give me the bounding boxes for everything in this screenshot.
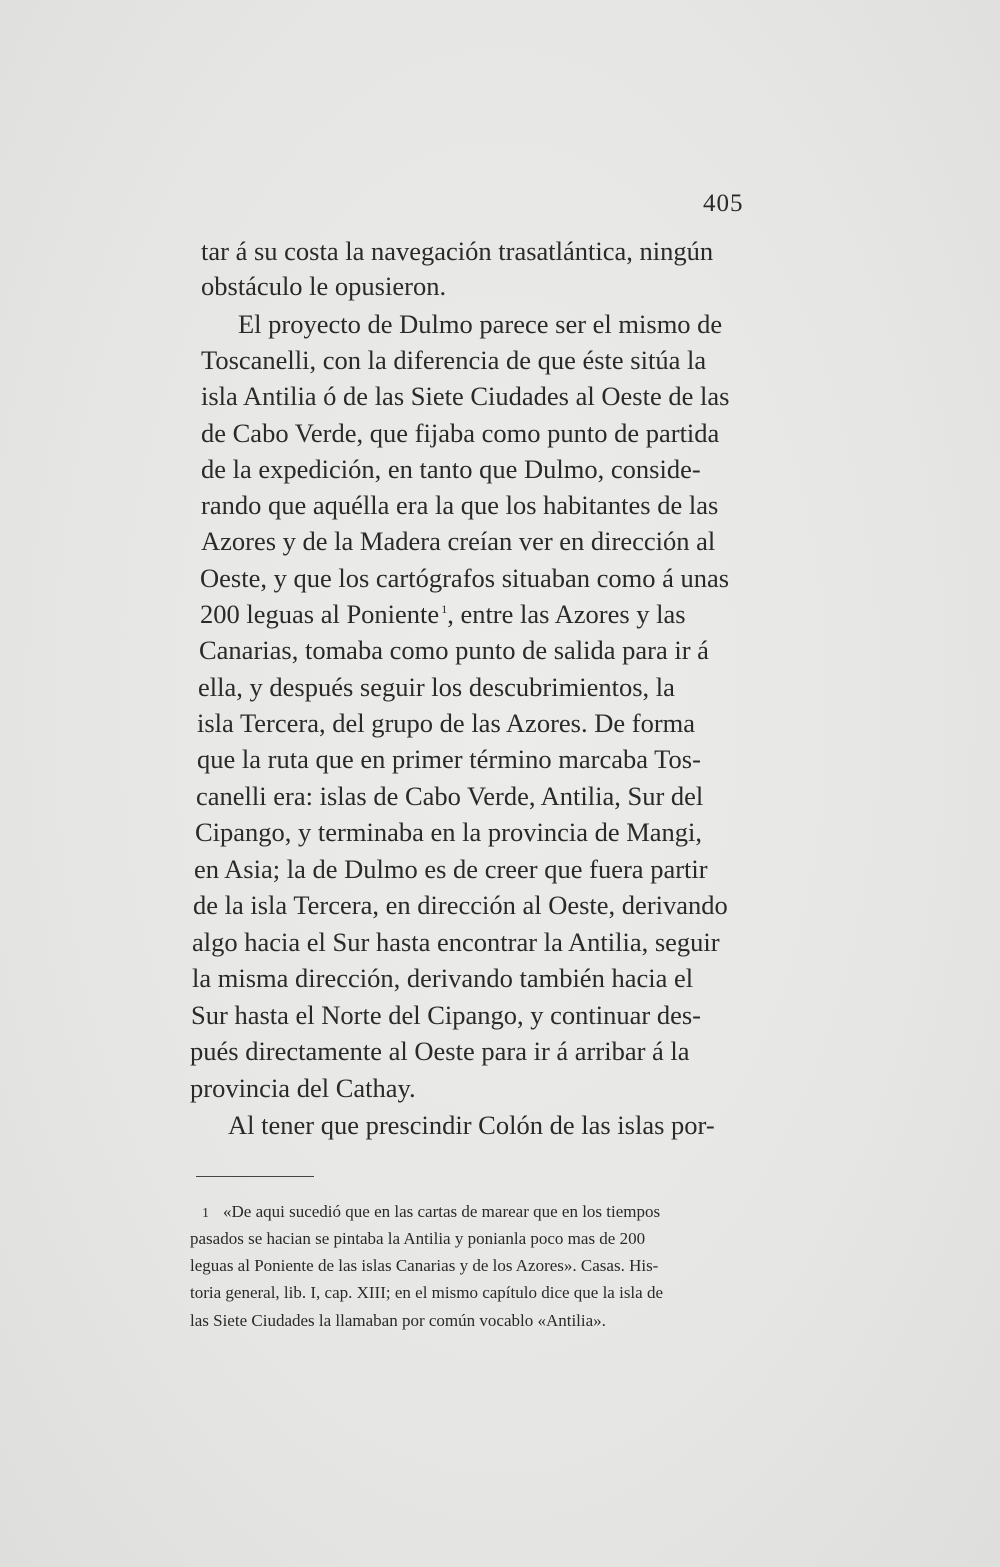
body-line: que la ruta que en primer término marcaba Tos- <box>197 744 701 774</box>
page-number: 405 <box>703 190 744 217</box>
body-line: canelli era: islas de Cabo Verde, Antilia, Sur del <box>196 781 704 811</box>
body-line: Sur hasta el Norte del Cipango, y continuar des- <box>191 1000 701 1030</box>
body-line: Oeste, y que los cartógrafos situaban como á unas <box>200 563 730 593</box>
body-line: Cipango, y terminaba en la provincia de Mangi, <box>195 817 703 847</box>
footnote-marker: 1 <box>202 1206 209 1221</box>
footnote-line: toria general, lib. I, cap. XIII; en el mismo capítulo dice que la isla de <box>190 1283 663 1302</box>
body-line: Toscanelli, con la diferencia de que éste sitúa la <box>201 345 707 375</box>
body-line: tar á su costa la navegación trasatlántica, ningún <box>201 236 714 266</box>
body-line: de la isla Tercera, en dirección al Oeste, derivando <box>193 890 728 920</box>
body-line: 200 leguas al Poniente $^1$, entre las Azores y las <box>200 599 686 629</box>
body-line: la misma dirección, derivando también hacia el <box>192 963 694 993</box>
body-line: de la expedición, en tanto que Dulmo, conside- <box>201 454 701 484</box>
footnote-line: pasados se hacian se pintaba la Antilia y ponianla poco mas de 200 <box>190 1229 646 1248</box>
footnote-divider <box>196 1176 314 1177</box>
body-line: provincia del Cathay. <box>190 1073 416 1103</box>
footnote-line: 1 «De aqui sucedió que en las cartas de marear que en los tiempos <box>202 1202 661 1221</box>
footnote-line: las Siete Ciudades la llamaban por común vocablo «Antilia». <box>190 1311 606 1330</box>
body-line: obstáculo le opusieron. <box>201 271 447 301</box>
body-line: Canarias, tomaba como punto de salida para ir á <box>199 635 709 665</box>
body-line: algo hacia el Sur hasta encontrar la Antilia, seguir <box>192 927 720 957</box>
body-line: isla Antilia ó de las Siete Ciudades al Oeste de las <box>201 381 730 411</box>
footnote-reference: 1 <box>441 602 448 616</box>
body-line: Azores y de la Madera creían ver en dirección al <box>201 526 716 556</box>
body-line: en Asia; la de Dulmo es de creer que fuera partir <box>194 854 708 884</box>
body-line: de Cabo Verde, que fijaba como punto de partida <box>201 418 720 448</box>
body-line: rando que aquélla era la que los habitantes de las <box>201 490 719 520</box>
body-line: pués directamente al Oeste para ir á arribar á la <box>190 1036 690 1066</box>
body-line: isla Tercera, del grupo de las Azores. De forma <box>197 708 696 738</box>
body-line: El proyecto de Dulmo parece ser el mismo de <box>238 309 723 339</box>
body-line: Al tener que prescindir Colón de las islas por- <box>228 1110 715 1140</box>
body-line: ella, y después seguir los descubrimientos, la <box>198 672 675 702</box>
footnote-line: leguas al Poniente de las islas Canarias y de los Azores». Casas. His- <box>190 1256 659 1275</box>
